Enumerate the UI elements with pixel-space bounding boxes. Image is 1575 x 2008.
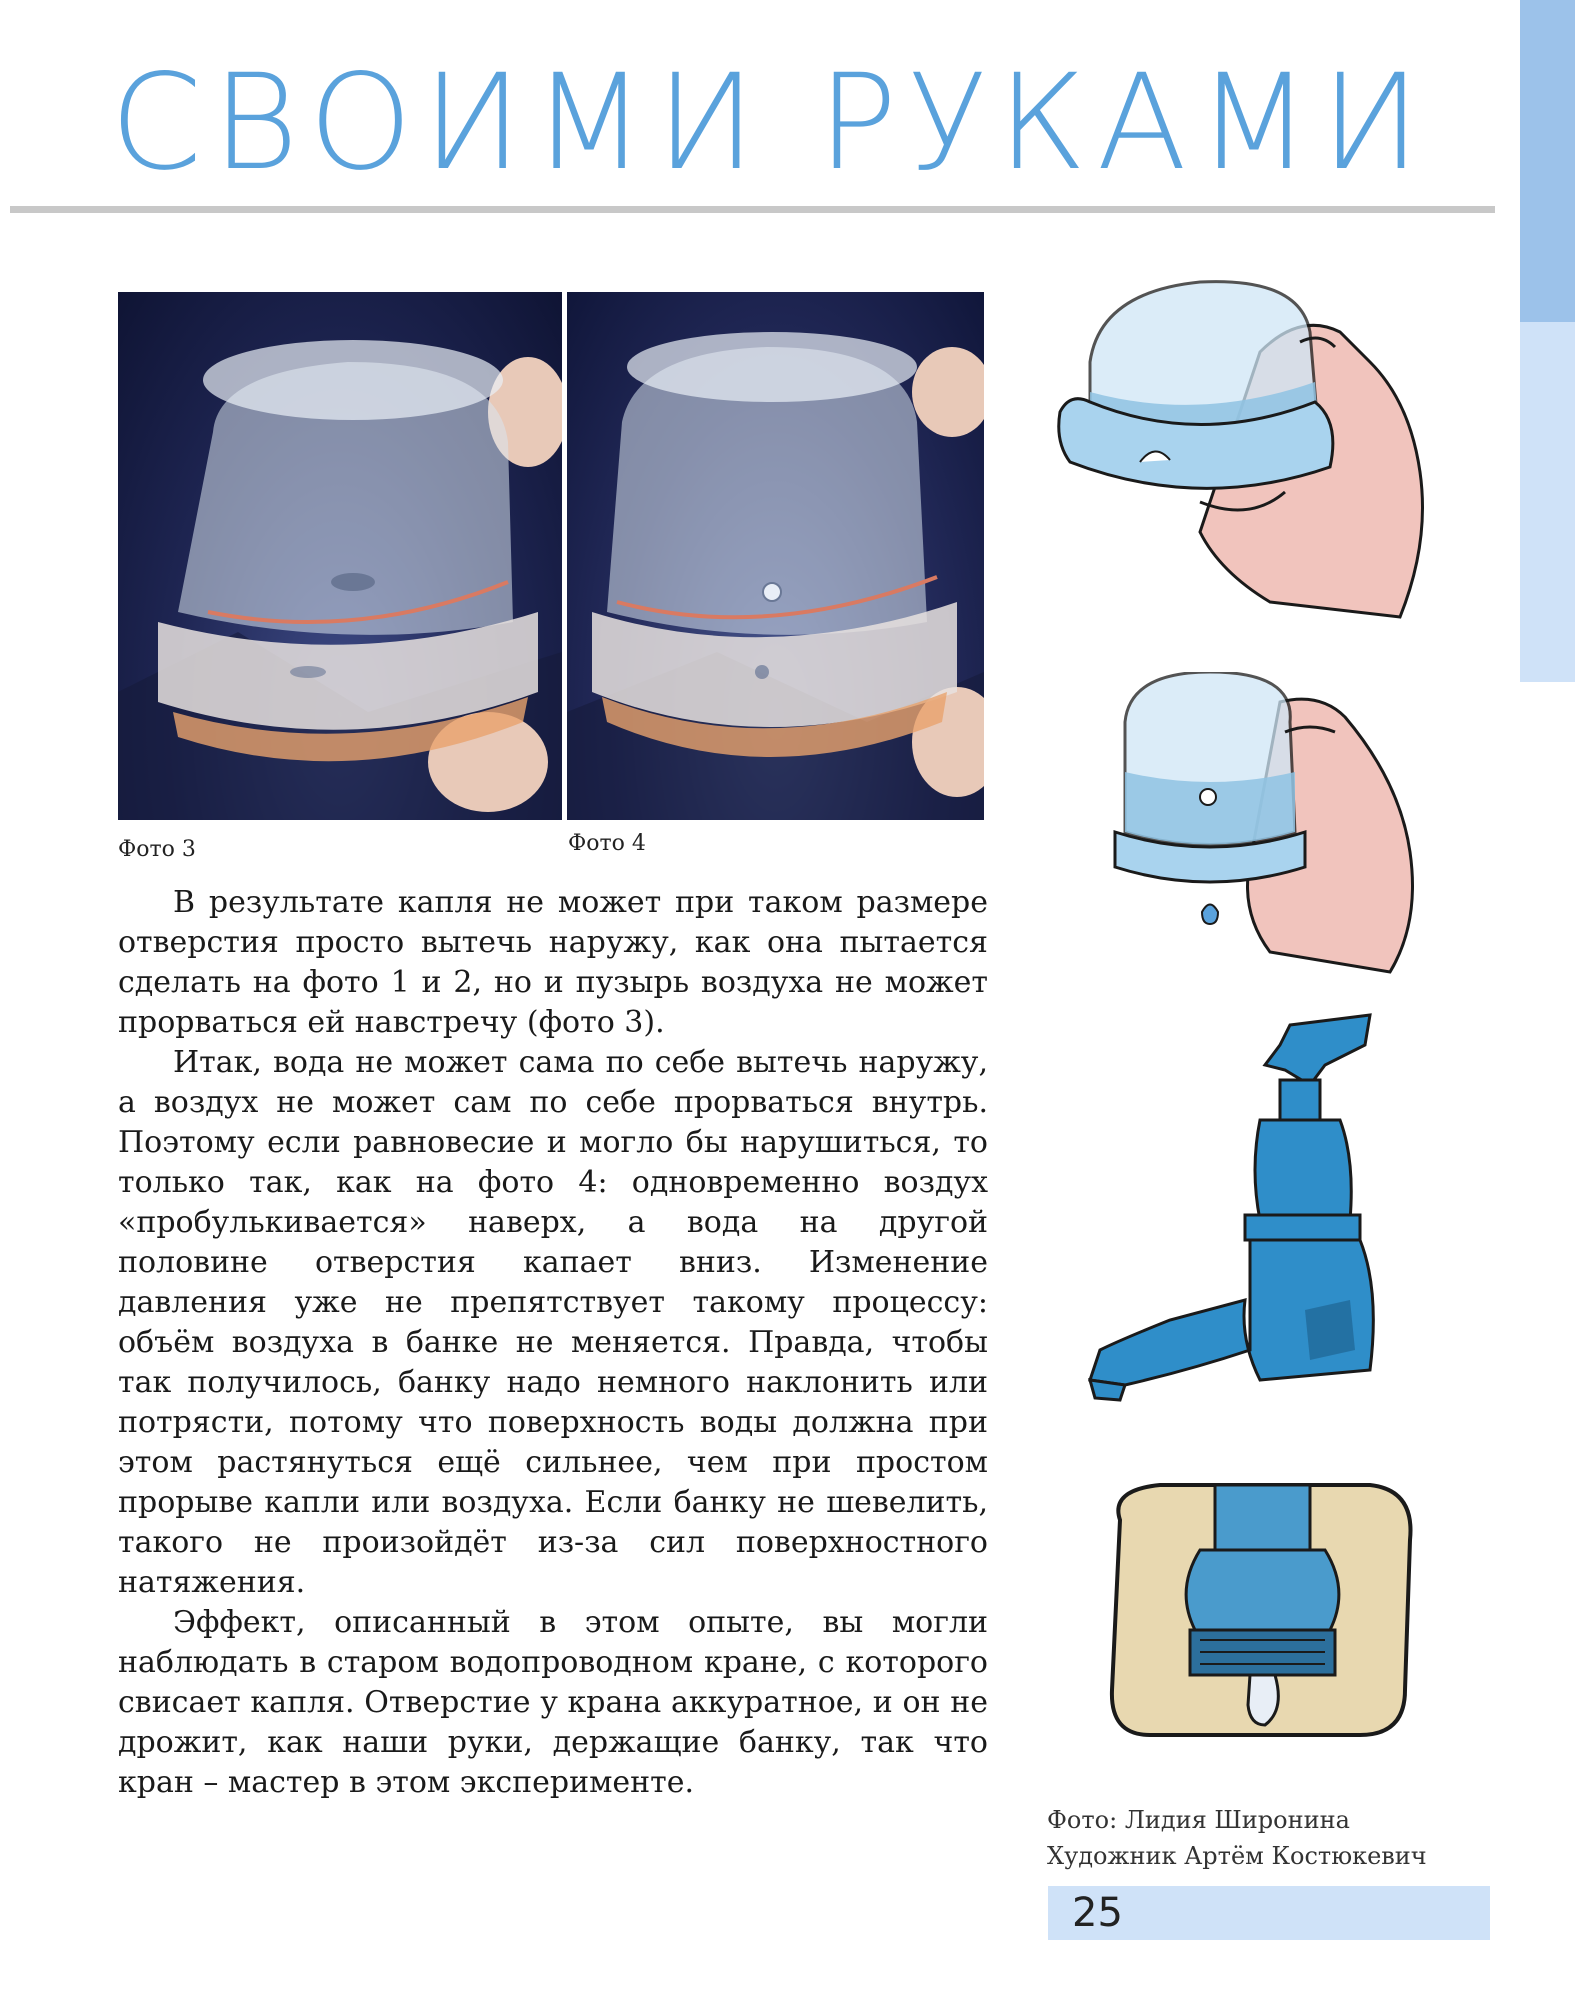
credits bbox=[1047, 1802, 1427, 1874]
illustration-faucet bbox=[1080, 1010, 1430, 1410]
article-paragraph: В результате капля не может при таком размере отверстия просто вытечь наружу, как она пытается сделать на фото 1 и 2, но и пузырь воздуха не может прорваться ей навстречу (фото 3). bbox=[118, 885, 988, 1040]
article-paragraph: Эффект, описанный в этом опыте, вы могли наблюдать в старом водопроводном кране, с которого свисает капля. Отверстие у крана аккуратное, и он не дрожит, как наши руки, держащие банку, так что кран – мастер в этом эксперименте. bbox=[118, 1605, 988, 1800]
article-body bbox=[118, 883, 988, 1803]
photo-4-caption: Фото 4 bbox=[568, 831, 646, 856]
photo-3 bbox=[118, 292, 562, 820]
photo-credit: Фото: Лидия Широнина bbox=[1047, 1806, 1350, 1834]
photo-3-caption: Фото 3 bbox=[118, 837, 196, 862]
side-tab-accent bbox=[1520, 0, 1575, 322]
illustration-jar-with-drop bbox=[1110, 672, 1425, 982]
illustration-faucet-closeup bbox=[1100, 1480, 1420, 1740]
artist-credit: Художник Артём Костюкевич bbox=[1047, 1842, 1427, 1870]
title-divider bbox=[10, 206, 1495, 213]
side-tab-accent-light bbox=[1520, 322, 1575, 682]
illustration-hand-holding-jar bbox=[1050, 272, 1445, 642]
section-title: СВОИМИ РУКАМИ bbox=[110, 46, 1431, 200]
article-paragraph: Итак, вода не может сама по себе вытечь наружу, а воздух не может сам по себе прорваться внутрь. Поэтому если равновесие и могло бы нарушиться, то только так, как на фото 4: одновременно воздух «пробулькивается» наверх, а вода на другой половине отверстия капает вниз. Изменение давления уже не препятствует такому процессу: объём воздуха в банке не меняется. Правда, чтобы так получилось, банку надо немного наклонить или потрясти, потому что поверхность воды должна при этом растянуться ещё сильнее, чем при простом прорыве капли или воздуха. Если банку не шевелить, такого не произойдёт из-за сил поверхностного натяжения. bbox=[118, 1045, 988, 1600]
page-number: 25 bbox=[1072, 1890, 1123, 1936]
photo-4 bbox=[567, 292, 984, 820]
